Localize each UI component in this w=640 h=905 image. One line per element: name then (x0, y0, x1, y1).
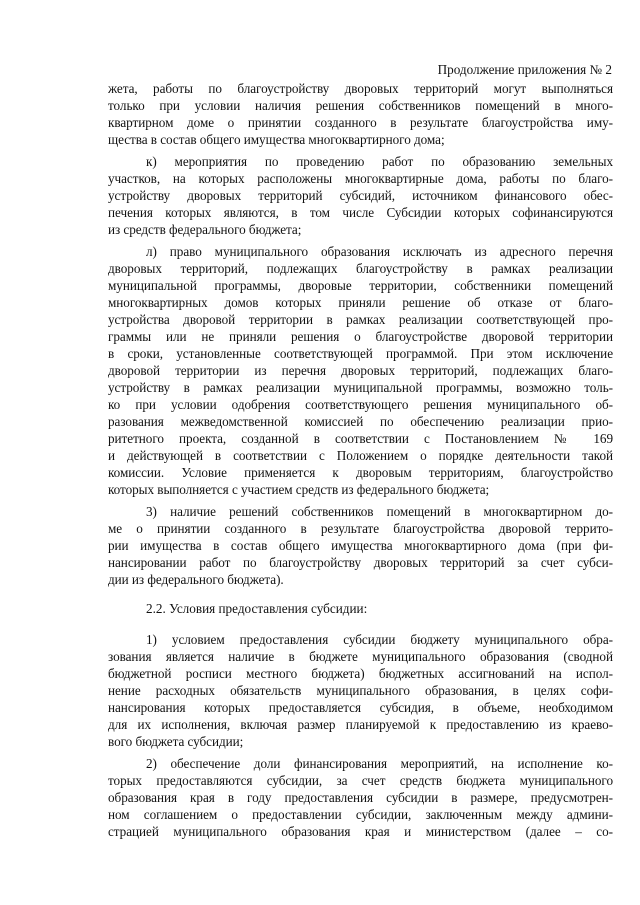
text-line: образования края в году предоставления субсидии в размере, предусмотрен- (108, 790, 613, 805)
paragraph-2-start: 2) обеспечение доли финансирования мероприятий, на исполнение ко- (146, 756, 613, 771)
text-line: многоквартирных домов которых приняли решение об отказе от благо- (108, 295, 613, 310)
text-line: которых выполняется с участием средств из федерального бюджета; (108, 482, 490, 497)
paragraph-3-start: 3) наличие решений собственников помещений в многоквартирном до- (146, 504, 613, 519)
paragraph-l-start: л) право муниципального образования исключать из адресного перечня (146, 244, 613, 259)
text-line: ритетного проекта, созданной в соответствии с Постановлением № 169 (108, 431, 613, 446)
text-line: жета, работы по благоустройству дворовых территорий могут выполняться (108, 81, 613, 96)
text-line: щества в состав общего имущества многоквартирного дома; (108, 132, 445, 147)
text-line: дворовой территории из перечня дворовых территорий, подлежащих благо- (108, 363, 613, 378)
text-line: комиссии. Условие применяется к дворовым территориям, благоустройство (108, 465, 613, 480)
text-line: нансировании работ по благоустройству дворовых территорий за счет субси- (108, 555, 613, 570)
text-line: нение расходных обязательств муниципального образования, в целях софи- (108, 683, 613, 698)
text-line: для их исполнения, включая размер планируемой к предоставлению из краево- (108, 717, 613, 732)
text-line: нансирования которых предоставляется субсидия, в объеме, необходимом (108, 700, 613, 715)
text-line: устройства дворовой территории в рамках реализации соответствующей про- (108, 312, 613, 327)
text-line: торых предоставляются субсидии, за счет средств бюджета муниципального (108, 773, 613, 788)
text-line: квартирном доме о принятии созданного в результате благоустройства иму- (108, 115, 613, 130)
text-line: участков, на которых расположены многоквартирные дома, работы по благо- (108, 171, 613, 186)
text-line: устройству дворовых территорий субсидий, источником финансового обес- (108, 188, 613, 203)
text-line: муниципальной программы, дворовые территории, собственники помещений (108, 278, 613, 293)
paragraph-k-start: к) мероприятия по проведению работ по образованию земельных (146, 154, 613, 169)
text-line: ном соглашением о предоставлении субсидии, заключенным между админи- (108, 807, 613, 822)
text-line: ко при условии одобрения соответствующего решения муниципального об- (108, 397, 613, 412)
text-line: только при условии наличия решения собственников помещений в много- (108, 98, 613, 113)
text-line: дворовых территорий, подлежащих благоустройству в рамках реализации (108, 261, 613, 276)
text-line: дии из федерального бюджета). (108, 572, 284, 587)
text-line: печения которых являются, в том числе Субсидии которых софинансируются (108, 205, 613, 220)
text-line: страцией муниципального образования края и министерством (далее – со- (108, 824, 613, 839)
text-line: бюджетной росписи местного бюджета) бюджетных ассигнований на испол- (108, 666, 613, 681)
text-line: из средств федерального бюджета; (108, 222, 302, 237)
text-line: и действующей в соответствии с Положением о порядке деятельности такой (108, 448, 613, 463)
text-line: в сроки, установленные соответствующей программой. При этом исключение (108, 346, 613, 361)
text-line: вого бюджета субсидии; (108, 734, 244, 749)
text-line: разования межведомственной комиссией по обеспечению реализации прио- (108, 414, 613, 429)
text-line: рии имущества в состав общего имущества многоквартирного дома (при фи- (108, 538, 613, 553)
text-line: устройству в рамках реализации муниципальной программы, возможно толь- (108, 380, 613, 395)
paragraph-1-start: 1) условием предоставления субсидии бюджету муниципального обра- (146, 632, 613, 647)
text-line: ме о принятии созданного в результате благоустройства дворовой террито- (108, 521, 613, 536)
text-line: зования является наличие в бюджете муниципального образования (сводной (108, 649, 613, 664)
section-heading-2-2: 2.2. Условия предоставления субсидии: (146, 601, 368, 616)
appendix-continuation-header: Продолжение приложения № 2 (437, 62, 612, 77)
text-line: граммы или не приняли решения о благоустройстве дворовой территории (108, 329, 613, 344)
